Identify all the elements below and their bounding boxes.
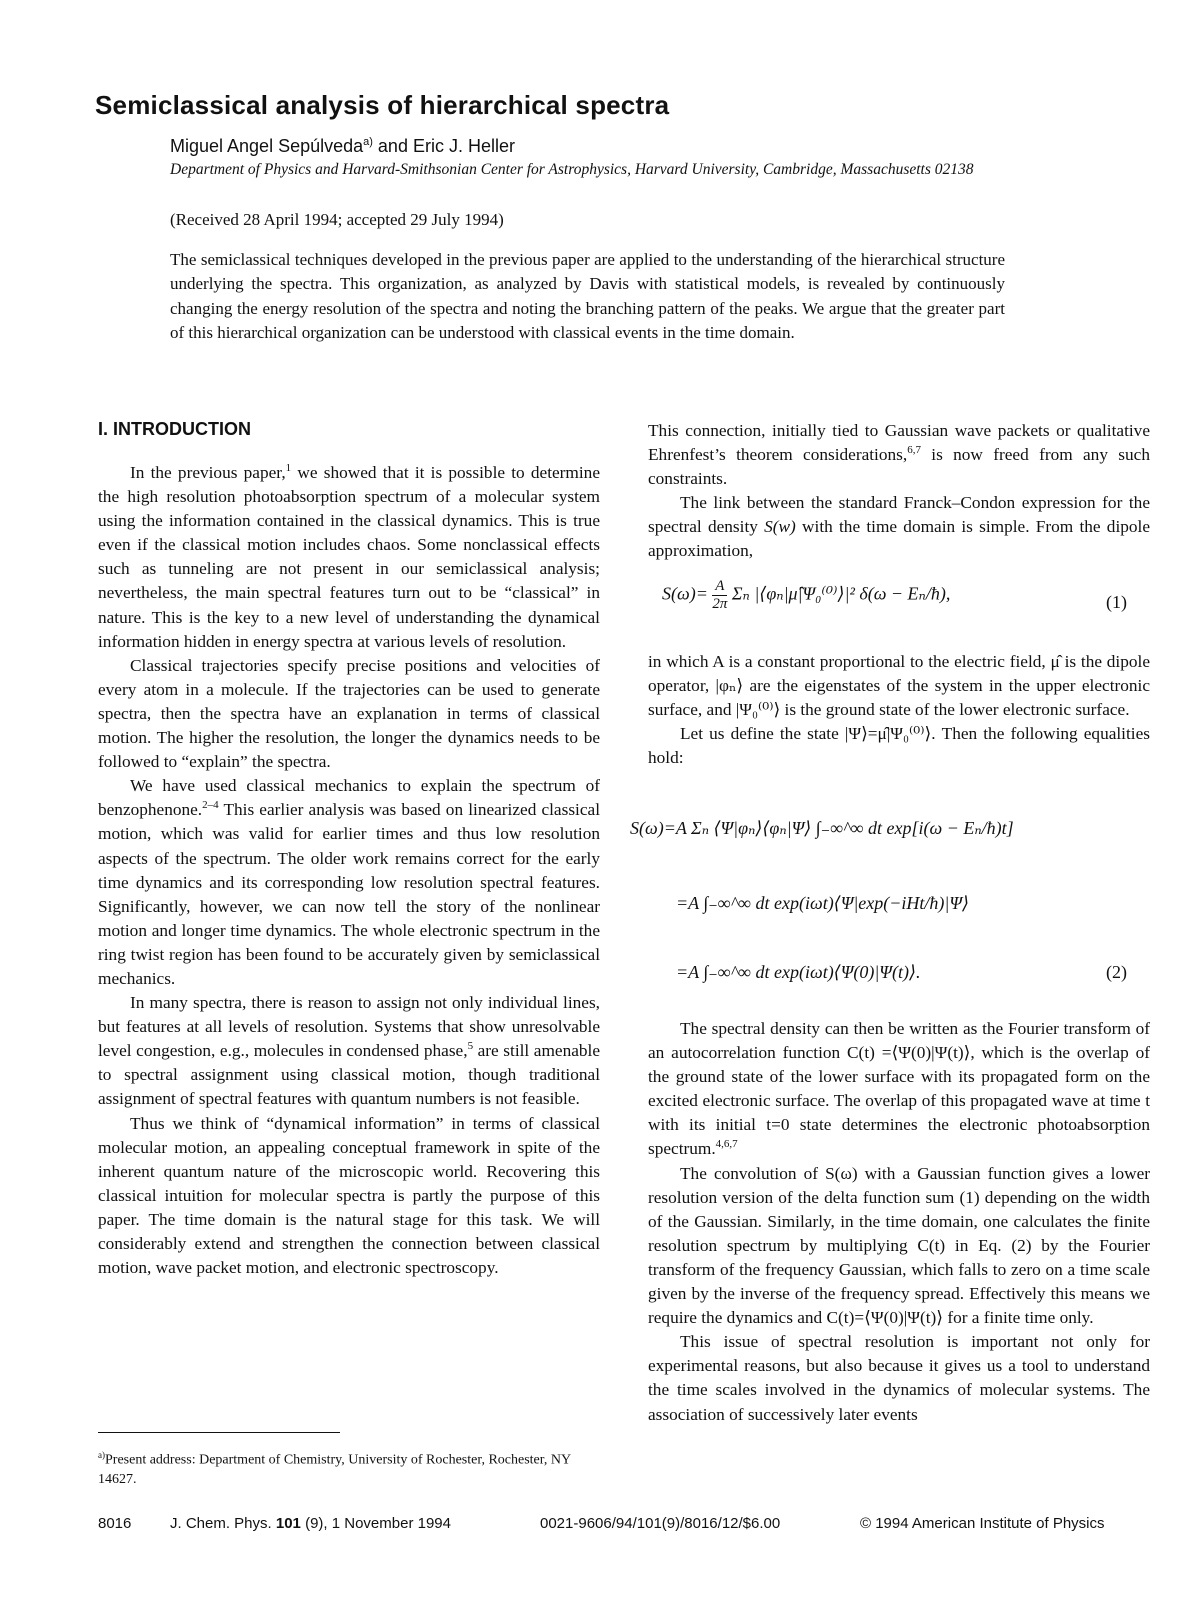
- text: This connection, initially tied to Gaussian wave packets or qualitative Ehrenfest’s theorem considerations,: [648, 421, 1150, 465]
- eq1-denominator: 2π: [712, 596, 728, 612]
- affiliation: Department of Physics and Harvard-Smithsonian Center for Astrophysics, Harvard University, Cambridge, Massachusetts 02138: [170, 161, 974, 178]
- paragraph: [98, 991, 600, 1111]
- abstract: The semiclassical techniques developed in the previous paper are applied to the understanding of the hierarchical structure underlying the spectra. This organization, as analyzed by Davis with statistical models, is revealed by continuously changing the energy resolution of the spectra and noting the branching pattern of the peaks. We argue that the greater part of this hierarchical organization can be understood with classical events in the time domain.: [170, 250, 1005, 342]
- text: In the previous paper,: [130, 463, 286, 482]
- paragraph: [648, 419, 1150, 491]
- citation-sup: 1: [285, 462, 292, 475]
- equation-2-number: (2): [1106, 962, 1127, 982]
- paper-title: Semiclassical analysis of hierarchical spectra: [95, 90, 670, 120]
- section-heading: I. INTRODUCTION: [98, 419, 251, 439]
- footnote-text: Present address: Department of Chemistry, University of Rochester, Rochester, NY 14627.: [98, 1452, 571, 1487]
- text: This earlier analysis was based on linearized classical motion, which was valid for earlier times and thus low resolution aspects of the spectrum. The older work remains correct for the early time dynamics and its corresponding low resolution spectral features. Significantly, however, we can now tell the story of the nonlinear motion and longer time dynamics. The whole electronic spectrum in the ring twist region has been found to be accurately given by semiclassical mechanics.: [98, 800, 600, 988]
- paragraph: Thus we think of “dynamical information” in terms of classical molecular motion, an appealing conceptual framework in spite of the inherent quantum nature of the microscopic world. Recovering this classical intuition for molecular spectra is partly the purpose of this paper. The time domain is the natural stage for this task. We will considerably extend and strengthen the connection between classical motion, wave packet motion, and electronic spectroscopy.: [98, 1113, 600, 1278]
- journal-citation: [170, 1515, 451, 1532]
- author-1: Miguel Angel Sepúlveda: [170, 136, 364, 156]
- author-footnote-marker: a): [363, 136, 373, 148]
- right-column-top: [648, 419, 1150, 564]
- received-dates: (Received 28 April 1994; accepted 29 July 1994): [170, 210, 504, 229]
- journal-volume: 101: [275, 1515, 301, 1532]
- text: with the time domain is simple. From the dipole approximation,: [648, 517, 1150, 561]
- eq1-rhs: Σₙ |⟨φₙ|μ̂|Ψ₀⁽⁰⁾⟩|² δ(ω − Eₙ/ħ),: [731, 583, 951, 604]
- text: We have used classical mechanics to explain the spectrum of benzophenone.: [98, 776, 600, 820]
- equation-2-line-2: =A ∫₋∞^∞ dt exp(iωt)⟨Ψ|exp(−iHt/ħ)|Ψ⟩: [676, 893, 970, 913]
- journal-issue-date: (9), 1 November 1994: [300, 1515, 451, 1532]
- paragraph: in which A is a constant proportional to the electric field, μ̂ is the dipole operator, |φₙ⟩ are the eigenstates of the system in the upper electronic surface, and |Ψ₀⁽⁰⁾⟩ is the ground state of the lower electronic surface.: [648, 652, 1150, 720]
- page-number: 8016: [98, 1515, 132, 1532]
- text: In many spectra, there is reason to assign not only individual lines, but features at all levels of resolution. Systems that show unresolvable level congestion, e.g., molecules in condensed phase,: [98, 993, 600, 1061]
- citation-sup: 6,7: [907, 444, 921, 457]
- left-column: [98, 461, 600, 1280]
- right-column-middle: [648, 650, 1150, 770]
- author-2: and Eric J. Heller: [372, 136, 515, 156]
- text: we showed that it is possible to determine the high resolution photoabsorption spectrum of a molecular system using the information contained in the classical dynamics. This is true even if the classical motion includes chaos. Some nonclassical effects such as tunneling are not present in our semiclassical analysis; nevertheless, the main spectral features turn out to be “classical” in nature. This is the key to a new level of understanding the dynamical information hidden in energy spectra at various levels of resolution.: [98, 463, 600, 651]
- copyright: © 1994 American Institute of Physics: [860, 1515, 1105, 1532]
- equation-1: [662, 578, 950, 613]
- paragraph: Let us define the state |Ψ⟩=μ̂|Ψ₀⁽⁰⁾⟩. Then the following equalities hold:: [648, 724, 1150, 768]
- authors: [170, 136, 515, 157]
- journal-name: J. Chem. Phys.: [170, 1515, 276, 1532]
- math-inline: S(w): [764, 517, 796, 537]
- paragraph: [98, 774, 600, 991]
- paragraph: [98, 461, 600, 654]
- issn-code: 0021-9606/94/101(9)/8016/12/$6.00: [540, 1515, 781, 1532]
- text: is now freed from any such constraints.: [648, 445, 1150, 489]
- citation-sup: 4,6,7: [715, 1138, 738, 1151]
- eq1-lhs: S(ω)=: [662, 583, 708, 604]
- paragraph: Classical trajectories specify precise positions and velocities of every atom in a molecule. If the trajectories can be used to generate spectra, then the spectra have an explanation in terms of classical motion. The higher the resolution, the longer the dynamics needs to be followed to “explain” the spectra.: [98, 655, 600, 772]
- text: The spectral density can then be written as the Fourier transform of an autocorrelation function C(t) =⟨Ψ(0)|Ψ(t)⟩, which is the overlap of the ground state of the lower surface with its propagated form on the excited electronic surface. The overlap of this propagated wave at time t with its initial t=0 state determines the electronic photoabsorption spectrum.: [648, 1019, 1150, 1159]
- equation-2-line-1: S(ω)=A Σₙ ⟨Ψ|φₙ⟩⟨φₙ|Ψ⟩ ∫₋∞^∞ dt exp[i(ω − Eₙ/ħ)t]: [630, 818, 1014, 838]
- equation-2-line-3: =A ∫₋∞^∞ dt exp(iωt)⟨Ψ(0)|Ψ(t)⟩.: [676, 962, 921, 982]
- paragraph: [648, 1017, 1150, 1162]
- text: The link between the standard Franck–Condon expression for the spectral density: [648, 493, 1150, 537]
- eq1-numerator: A: [712, 578, 727, 596]
- paragraph: This issue of spectral resolution is important not only for experimental reasons, but also because it gives us a tool to understand the time scales involved in the dynamics of molecular systems. The association of successively later events: [648, 1332, 1150, 1424]
- text: are still amenable to spectral assignment using classical motion, though traditional assignment of spectral features with quantum numbers is not feasible.: [98, 1041, 600, 1109]
- paragraph: The convolution of S(ω) with a Gaussian function gives a lower resolution version of the delta function sum (1) depending on the width of the Gaussian. Similarly, in the time domain, one calculates the finite resolution spectrum by multiplying C(t) in Eq. (2) by the Fourier transform of the frequency Gaussian, which falls to zero on a time scale given by the inverse of the frequency spread. Effectively this means we require the dynamics and C(t)=⟨Ψ(0)|Ψ(t)⟩ for a finite time only.: [648, 1163, 1150, 1328]
- citation-sup: 2–4: [202, 799, 219, 812]
- citation-sup: 5: [467, 1040, 474, 1053]
- equation-1-number: (1): [1106, 592, 1127, 612]
- footnote-marker: a): [98, 1450, 105, 1460]
- footnote: [98, 1446, 600, 1489]
- right-column-bottom: [648, 1017, 1150, 1427]
- eq1-fraction: [712, 578, 727, 613]
- paragraph: [648, 491, 1150, 563]
- footnote-rule: [98, 1432, 340, 1433]
